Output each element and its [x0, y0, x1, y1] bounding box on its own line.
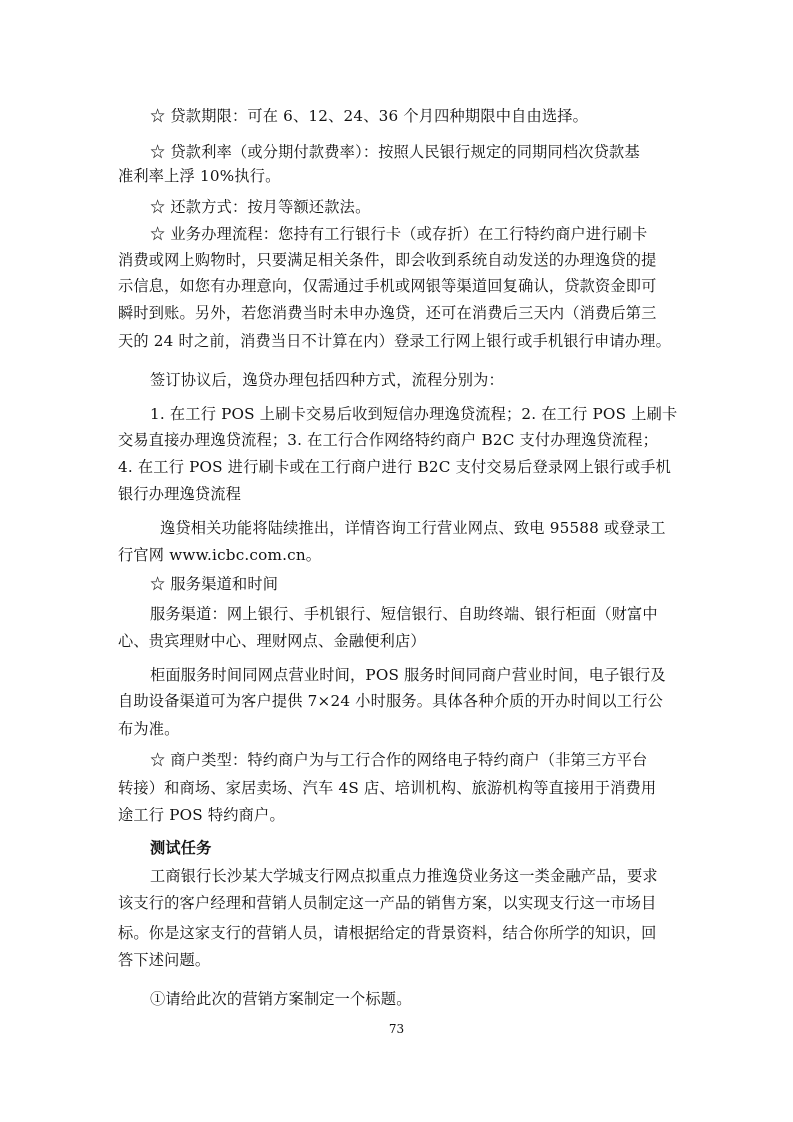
- method-line-1: 1. 在工行 POS 上刷卡交易后收到短信办理逸贷流程；2. 在工行 POS 上刷卡: [150, 405, 678, 423]
- loan-rate-line-2: 准利率上浮 10%执行。: [118, 167, 281, 185]
- method-line-2: 交易直接办理逸贷流程；3. 在工行合作网络特约商户 B2C 支付办理逸贷流程；: [118, 431, 659, 449]
- page-number: 73: [388, 1022, 405, 1036]
- contact-line-2: 行官网 www.icbc.com.cn。: [118, 546, 322, 564]
- task-line-2: 该支行的客户经理和营销人员制定这一产品的销售方案，以实现支行这一市场目: [118, 894, 657, 912]
- process-line-2: 消费或网上购物时，只要满足相关条件，即会收到系统自动发送的办理逸贷的提: [118, 251, 657, 269]
- merchant-type-line-3: 途工行 POS 特约商户。: [118, 806, 285, 824]
- service-channel-line-2: 心、贵宾理财中心、理财网点、金融便利店）: [118, 632, 426, 650]
- agreement-line: 签订协议后，逸贷办理包括四种方式，流程分别为：: [150, 371, 504, 389]
- task-line-1: 工商银行长沙某大学城支行网点拟重点力推逸贷业务这一类金融产品，要求: [150, 867, 658, 885]
- service-heading-line: ☆ 服务渠道和时间: [150, 575, 279, 593]
- process-line-3: 示信息，如您有办理意向，仅需通过手机或网银等渠道回复确认，贷款资金即可: [118, 277, 657, 295]
- method-line-3: 4. 在工行 POS 进行刷卡或在工行商户进行 B2C 支付交易后登录网上银行或手机: [118, 458, 671, 476]
- service-time-line-3: 布为准。: [118, 720, 180, 738]
- loan-term-line: ☆ 贷款期限：可在 6、12、24、36 个月四种期限中自由选择。: [150, 107, 589, 125]
- service-time-line-2: 自助设备渠道可为客户提供 7×24 小时服务。具体各种介质的开办时间以工行公: [118, 692, 663, 710]
- merchant-type-line-1: ☆ 商户类型：特约商户为与工行合作的网络电子特约商户（非第三方平台: [150, 751, 648, 769]
- method-line-4: 银行办理逸贷流程: [118, 485, 242, 503]
- task-line-4: 答下述问题。: [118, 951, 211, 969]
- process-line-5: 天的 24 时之前，消费当日不计算在内）登录工行网上银行或手机银行申请办理。: [118, 332, 671, 350]
- contact-line-1: 逸贷相关功能将陆续推出，详情咨询工行营业网点、致电 95588 或登录工: [160, 519, 666, 537]
- process-line-1: ☆ 业务办理流程：您持有工行银行卡（或存折）在工行特约商户进行刷卡: [150, 225, 648, 243]
- loan-rate-line-1: ☆ 贷款利率（或分期付款费率）：按照人民银行规定的同期同档次贷款基: [150, 143, 640, 161]
- task-line-3: 标。你是这家支行的营销人员，请根据给定的背景资料，结合你所学的知识，回: [118, 924, 657, 942]
- service-channel-line-1: 服务渠道：网上银行、手机银行、短信银行、自助终端、银行柜面（财富中: [150, 605, 658, 623]
- service-time-line-1: 柜面服务时间同网点营业时间，POS 服务时间同商户营业时间，电子银行及: [150, 666, 666, 684]
- process-line-4: 瞬时到账。另外，若您消费当时未申办逸贷，还可在消费后三天内（消费后第三: [118, 304, 657, 322]
- test-task-heading: 测试任务: [150, 839, 212, 857]
- question-line: ①请给此次的营销方案制定一个标题。: [150, 990, 412, 1008]
- repayment-method-line: ☆ 还款方式：按月等额还款法。: [150, 198, 371, 216]
- merchant-type-line-2: 转接）和商场、家居卖场、汽车 4S 店、培训机构、旅游机构等直接用于消费用: [118, 779, 657, 797]
